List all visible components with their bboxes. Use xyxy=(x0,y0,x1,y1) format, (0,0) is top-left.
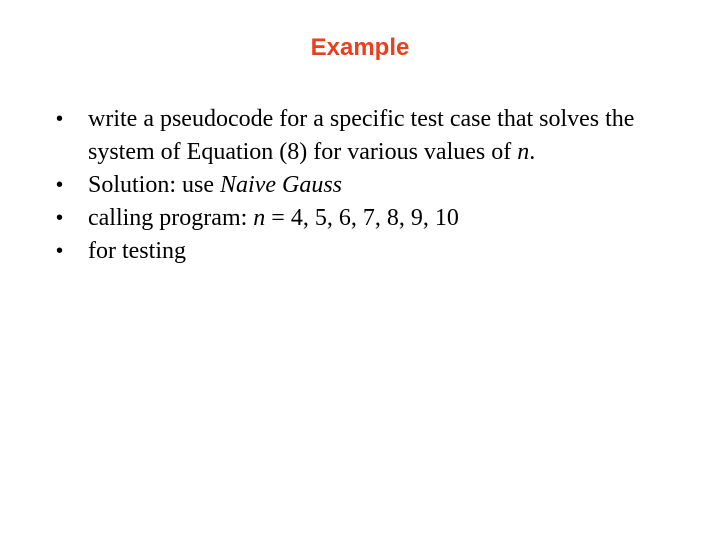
bullet-text: write a pseudocode for a specific test case that solves the system of Equation (8) for various values of xyxy=(88,106,635,165)
variable-n: n xyxy=(253,205,266,231)
bullet-icon: • xyxy=(56,174,64,196)
bullet-text-end: . xyxy=(529,139,536,165)
bullet-icon: • xyxy=(56,207,64,229)
bullet-item xyxy=(56,169,656,202)
bullet-item xyxy=(56,103,656,169)
bullet-list xyxy=(56,103,656,268)
bullet-icon: • xyxy=(56,108,64,130)
bullet-text: for testing xyxy=(88,238,186,264)
bullet-item xyxy=(56,235,656,268)
bullet-text: calling program: xyxy=(88,205,254,231)
bullet-text-end: = 4, 5, 6, 7, 8, 9, 10 xyxy=(265,205,459,231)
bullet-icon: • xyxy=(56,240,64,262)
variable-n: n xyxy=(517,139,530,165)
method-name: Naive Gauss xyxy=(220,172,343,198)
bullet-item xyxy=(56,202,656,235)
bullet-text: Solution: use xyxy=(88,172,221,198)
slide-title: Example xyxy=(310,34,410,61)
